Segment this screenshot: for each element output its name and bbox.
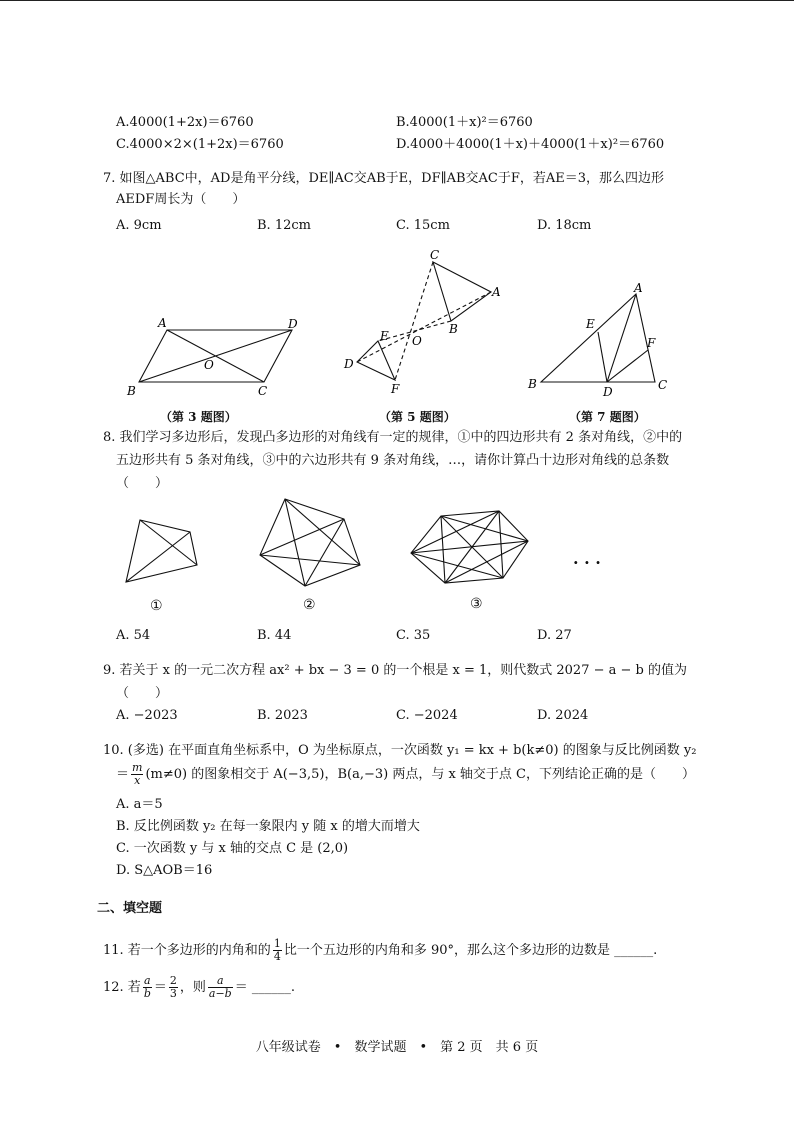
fig3-label-b: B (127, 384, 136, 398)
q10-option-b: B. 反比例函数 y₂ 在每一象限内 y 随 x 的增大而增大 (116, 819, 420, 834)
fig5-label-b: B (449, 322, 458, 336)
q8-option-d: D. 27 (537, 628, 572, 643)
q10-frac-num: m (132, 761, 143, 774)
q7-option-d: D. 18cm (537, 218, 592, 233)
fig7-caption: （第 7 题图） (569, 410, 646, 424)
q12-fraction-3 (208, 975, 233, 1000)
fig5-label-a: A (492, 285, 501, 299)
fig7-label-c: C (658, 378, 668, 392)
q8-fig-label-1: ① (150, 598, 163, 614)
q10-stem-line1: 10. (多选) 在平面直角坐标系中，O 为坐标原点，一次函数 y₁ = kx + b(k≠0) 的图象与反比例函数 y₂ (103, 743, 697, 758)
q10-option-a: A. a＝5 (116, 797, 163, 812)
fig7-label-d: D (603, 385, 613, 399)
q12-mid2: ，则 (179, 980, 206, 995)
q12-f1-num: a (144, 974, 151, 987)
q11-fraction (273, 938, 282, 963)
q8-fig-label-2: ② (303, 597, 316, 613)
fig5-label-e: E (380, 329, 389, 343)
q10-frac-den: x (134, 774, 141, 787)
q9-option-b: B. 2023 (257, 708, 308, 723)
q9-stem-line1: 9. 若关于 x 的一元二次方程 ax² + bx − 3 = 0 的一个根是 x = 1，则代数式 2027 − a − b 的值为 (103, 663, 687, 678)
q7-stem-line1: 7. 如图△ABC中，AD是角平分线，DE∥AC交AB于E，DF∥AB交AC于F，若AE＝3，那么四边形 (103, 171, 665, 186)
fig3-label-o: O (204, 358, 214, 372)
fig7-label-e: E (586, 317, 595, 331)
q9-stem-line2: （ ） (116, 686, 169, 701)
q9-option-a: A. −2023 (116, 708, 178, 723)
q11-pre: 11. 若一个多边形的内角和的 (103, 943, 271, 958)
q7-option-c: C. 15cm (396, 218, 450, 233)
fig5-label-o: O (412, 334, 422, 348)
q9-option-d: D. 2024 (537, 708, 589, 723)
q8-option-b: B. 44 (257, 628, 292, 643)
q6-option-d: D.4000＋4000(1＋x)＋4000(1＋x)²＝6760 (396, 137, 665, 152)
q6-option-a: A.4000(1+2x)＝6760 (116, 115, 254, 130)
page-footer: 八年级试卷 • 数学试题 • 第 2 页 共 6 页 (255, 1040, 539, 1055)
q12-stem (103, 975, 295, 1000)
fig7-label-f: F (647, 336, 656, 350)
q8-fig-label-3: ③ (470, 596, 483, 612)
fig5-label-d: D (344, 357, 354, 371)
q7-option-a: A. 9cm (116, 218, 162, 233)
fig7-label-a: A (634, 281, 643, 295)
q9-option-c: C. −2024 (396, 708, 458, 723)
q11-frac-den: 4 (273, 950, 281, 963)
q12-fraction-2 (169, 975, 178, 1000)
q6-option-c: C.4000×2×(1+2x)＝6760 (116, 137, 284, 152)
section-title-fill-blank: 二、填空题 (97, 901, 163, 916)
q10-stem-line2 (116, 762, 695, 787)
q7-option-b: B. 12cm (257, 218, 311, 233)
q12-pre: 12. 若 (103, 980, 141, 995)
fig7-label-b: B (528, 377, 537, 391)
q12-mid1: ＝ (153, 980, 167, 995)
fig3-label-a: A (158, 316, 167, 330)
q10-equals: ＝ (116, 767, 130, 782)
q10-stem-line2-text: (m≠0) 的图象相交于 A(−3,5)，B(a,−3) 两点，与 x 轴交于点 C，下列结论正确的是（ ） (145, 767, 696, 782)
fig3-label-d: D (288, 317, 298, 331)
q10-option-d: D. S△AOB＝16 (116, 863, 213, 878)
q12-f3-num: a (208, 975, 233, 988)
fig3-caption: （第 3 题图） (160, 410, 237, 424)
q12-fraction-1 (143, 975, 152, 1000)
q7-stem-line2: AEDF周长为（ ） (116, 192, 246, 207)
q8-ellipsis: · · · (573, 553, 601, 572)
q8-option-c: C. 35 (396, 628, 431, 643)
q8-stem-line3: （ ） (116, 476, 169, 491)
fig3-label-c: C (258, 384, 268, 398)
q12-f1-den: b (143, 987, 151, 1000)
q8-stem-line1: 8. 我们学习多边形后，发现凸多边形的对角线有一定的规律，①中的四边形共有 2 条对角线，②中的 (103, 430, 683, 445)
q8-stem-line2: 五边形共有 5 条对角线，③中的六边形共有 9 条对角线，…，请你计算凸十边形对角线的总条数 (116, 453, 670, 468)
fig5-label-f: F (391, 382, 400, 396)
q12-f3-den: a−b (208, 987, 232, 1000)
q11-post: 比一个五边形的内角和多 90°，那么这个多边形的边数是 ______. (283, 943, 658, 958)
q12-f2-num: 2 (169, 974, 177, 987)
fig5-caption: （第 5 题图） (379, 410, 456, 424)
q10-fraction (131, 762, 143, 787)
q8-option-a: A. 54 (116, 628, 151, 643)
q11-stem (103, 938, 657, 963)
q10-option-c: C. 一次函数 y 与 x 轴的交点 C 是 (2,0) (116, 841, 349, 856)
q12-post: ＝ ______. (234, 980, 295, 995)
q12-f2-den: 3 (169, 987, 177, 1000)
q6-option-b: B.4000(1＋x)²＝6760 (396, 115, 533, 130)
fig5-label-c: C (430, 248, 440, 262)
q11-frac-num: 1 (273, 937, 281, 950)
